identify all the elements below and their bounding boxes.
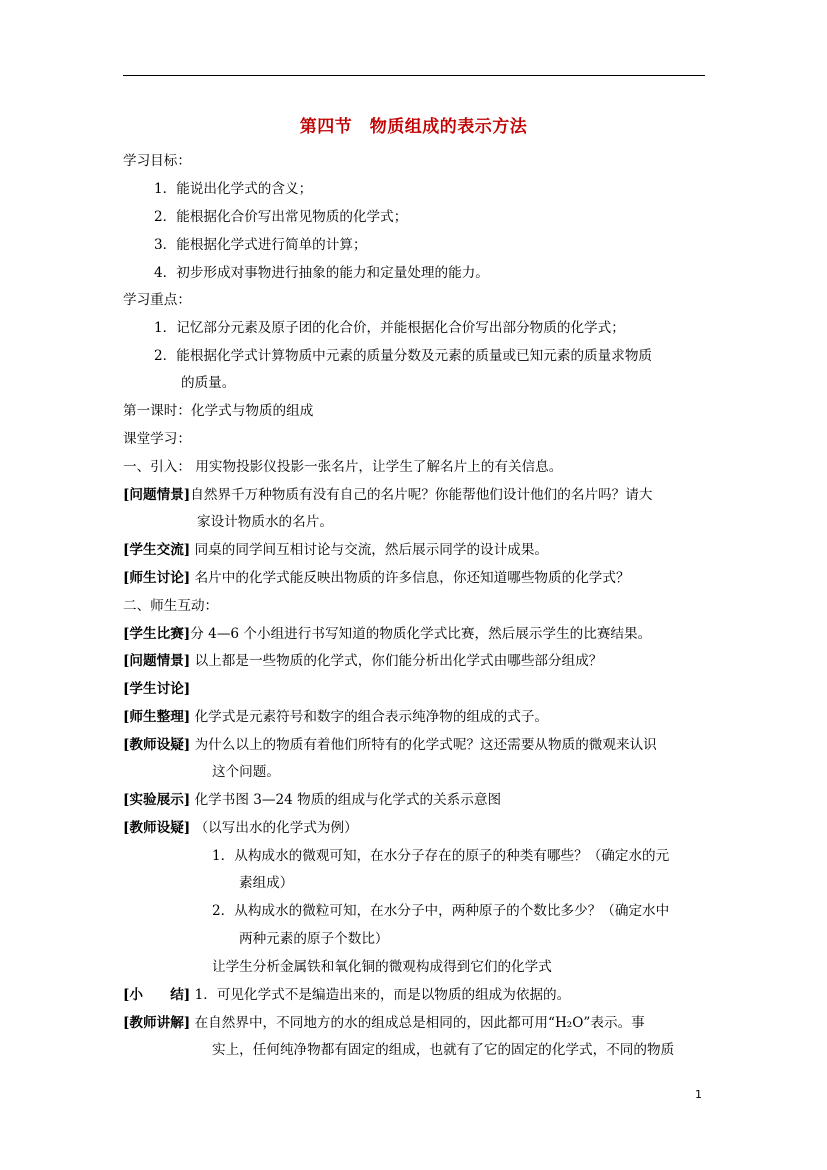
student-discussion-line [123, 680, 190, 698]
keypoint-item-2-line2: 的质量。 [181, 375, 236, 391]
goal-item-3: 3．能根据化学式进行简单的计算； [154, 237, 367, 253]
conclusion-tag: [小 结] [123, 987, 191, 1003]
classroom-heading: 课堂学习： [123, 431, 191, 447]
conclusion-text: 1．可见化学式不是编造出来的，而是以物质的组成为依据的。 [190, 987, 571, 1003]
question2-analysis: 让学生分析金属铁和氧化铜的微观构成得到它们的化学式 [212, 959, 552, 975]
lecture-line2: 实上，任何纯净物都有固定的组成，也就有了它的固定的化学式，不同的物质 [212, 1042, 675, 1058]
question1-line2: 这个问题。 [212, 764, 280, 780]
question2-line [123, 819, 358, 837]
question1-line1 [123, 736, 657, 754]
exchange-line [123, 541, 548, 559]
interaction-heading: 二、师生互动： [123, 598, 219, 614]
summary-arrange-line [123, 708, 548, 726]
exchange-text: 同桌的同学间互相讨论与交流，然后展示同学的设计成果。 [190, 542, 549, 558]
lecture-tag: [教师讲解] [123, 1015, 191, 1031]
exchange-tag: [学生交流] [123, 542, 191, 558]
keypoint-item-1: 1．记忆部分元素及原子团的化合价，并能根据化合价写出部分物质的化学式； [154, 320, 625, 336]
discussion-text: 名片中的化学式能反映出物质的许多信息，你还知道哪些物质的化学式？ [190, 570, 630, 586]
lecture-text-1: 在自然界中，不同地方的水的组成总是相同的，因此都可用“H₂O”表示。事 [190, 1015, 645, 1031]
question2-sub1-line2: 素组成） [239, 875, 294, 891]
scenario1-tag: [问题情景] [123, 487, 191, 503]
goal-item-2: 2．能根据化合价写出常见物质的化学式； [154, 209, 408, 225]
goal-item-1: 1．能说出化学式的含义； [154, 181, 313, 197]
header-rule [123, 75, 705, 76]
question1-tag: [教师设疑] [123, 737, 191, 753]
scenario1-line2: 家设计物质水的名片。 [197, 514, 333, 530]
discussion-tag: [师生讨论] [123, 570, 191, 586]
lecture-line1 [123, 1014, 645, 1032]
goals-heading: 学习目标： [123, 153, 191, 169]
summary-arrange-text: 化学式是元素符号和数字的组合表示纯净物的组成的式子。 [190, 709, 549, 725]
keypoints-heading: 学习重点： [123, 292, 191, 308]
conclusion-line [123, 986, 570, 1004]
experiment-line [123, 791, 501, 809]
page-number: 1 [695, 1088, 702, 1101]
page-title: 第四节 物质组成的表示方法 [299, 117, 528, 137]
lesson-heading: 第一课时：化学式与物质的组成 [123, 403, 314, 419]
keypoint-item-2-line1: 2．能根据化学式计算物质中元素的质量分数及元素的质量或已知元素的质量求物质 [154, 348, 653, 364]
scenario2-line [123, 652, 602, 670]
contest-tag: [学生比赛] [123, 626, 191, 642]
goal-item-4: 4．初步形成对事物进行抽象的能力和定量处理的能力。 [154, 265, 489, 281]
scenario1-line1 [123, 486, 652, 504]
scenario2-tag: [问题情景] [123, 653, 191, 669]
question2-text: （以写出水的化学式为例） [190, 820, 358, 836]
contest-text: 分 4—6 个小组进行书写知道的物质化学式比赛，然后展示学生的比赛结果。 [190, 626, 652, 642]
question1-text-1: 为什么以上的物质有着他们所特有的化学式呢？这还需要从物质的微观来认识 [190, 737, 657, 753]
question2-sub2-line1: 2．从构成水的微粒可知，在水分子中，两种原子的个数比多少？（确定水中 [212, 903, 670, 919]
question2-tag: [教师设疑] [123, 820, 191, 836]
scenario1-text-1: 自然界千万种物质有没有自己的名片呢？你能帮他们设计他们的名片吗？请大 [190, 487, 653, 503]
intro-line: 一、引入： 用实物投影仪投影一张名片，让学生了解名片上的有关信息。 [123, 459, 563, 475]
question2-sub1-line1: 1．从构成水的微观可知，在水分子存在的原子的种类有哪些？（确定水的元 [212, 848, 670, 864]
contest-line [123, 625, 651, 643]
summary-arrange-tag: [师生整理] [123, 709, 191, 725]
discussion-line [123, 569, 630, 587]
question2-sub2-line2: 两种元素的原子个数比） [239, 931, 389, 947]
experiment-tag: [实验展示] [123, 792, 191, 808]
experiment-text: 化学书图 3—24 物质的组成与化学式的关系示意图 [190, 792, 502, 808]
scenario2-text: 以上都是一些物质的化学式，你们能分析出化学式由哪些部分组成？ [190, 653, 603, 669]
student-discussion-tag: [学生讨论] [123, 681, 191, 697]
